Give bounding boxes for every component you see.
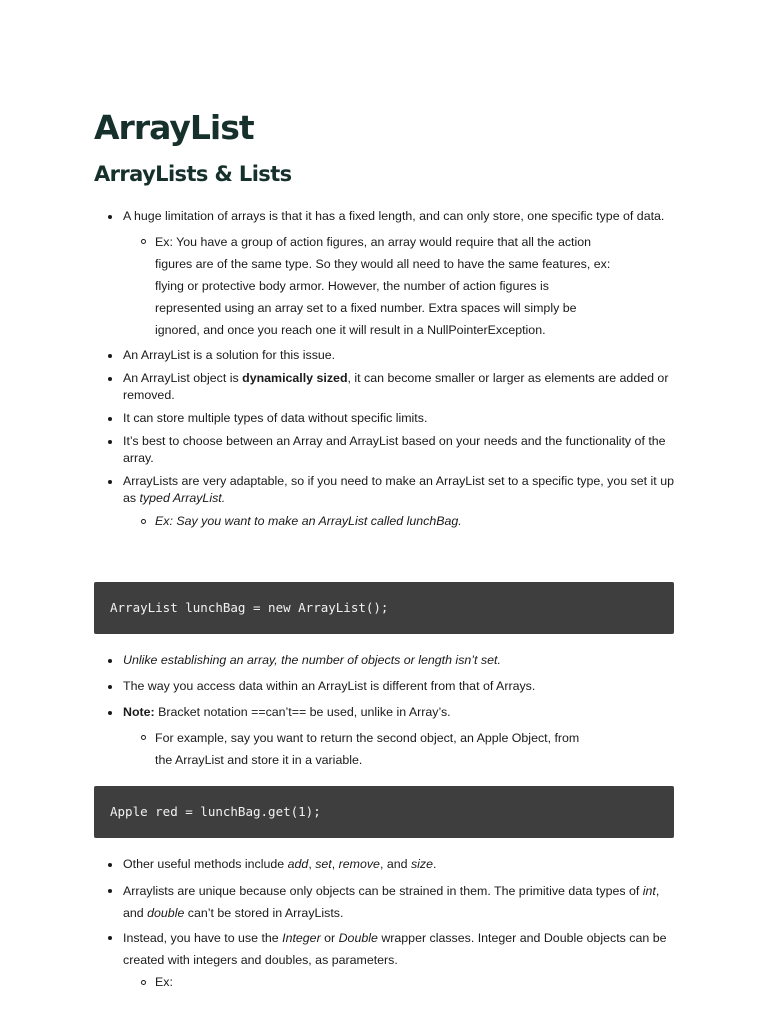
- list-item: The way you access data within an ArrayList is different from that of Arrays.: [94, 678, 674, 695]
- code-block: ArrayList lunchBag = new ArrayList();: [94, 582, 674, 634]
- list-item: ArrayLists are very adaptable, so if you need to make an ArrayList set to a specific type, you set it up as typed ArrayList.: [94, 473, 674, 507]
- list-item: An ArrayList object is dynamically sized, it can become smaller or larger as elements are added or removed.: [94, 370, 674, 404]
- bullet-list-2: [94, 652, 674, 771]
- list-item: Unlike establishing an array, the number of objects or length isn’t set.: [94, 652, 674, 669]
- list-item: Note: Bracket notation ==can’t== be used, unlike in Array’s.: [94, 704, 674, 721]
- section-heading: ArrayLists & Lists: [94, 162, 292, 186]
- list-item-sub: Ex: Say you want to make an ArrayList called lunchBag.: [94, 513, 674, 530]
- bold-text: dynamically sized: [242, 371, 348, 385]
- list-item: Other useful methods include add, set, remove, and size.: [94, 856, 674, 873]
- list-item: Instead, you have to use the Integer or Double wrapper classes. Integer and Double objects can be created with integers and doubles, as parameters.: [94, 927, 674, 971]
- list-item-sub: Ex: You have a group of action figures, an array would require that all the action figures are of the same type. So they would all need to have the same features, ex: flying or protective body armor. However, the number of action figures is represented using an array set to a fixed number. Extra spaces will simply be ignored, and once you reach one it will result in a NullPointerException.: [94, 231, 674, 341]
- list-item: It can store multiple types of data without specific limits.: [94, 410, 674, 427]
- list-item: An ArrayList is a solution for this issue.: [94, 347, 674, 364]
- code-block: Apple red = lunchBag.get(1);: [94, 786, 674, 838]
- italic-text: typed ArrayList.: [139, 491, 226, 505]
- page-title: ArrayList: [94, 108, 254, 147]
- list-item-sub: For example, say you want to return the second object, an Apple Object, from the ArrayList and store it in a variable.: [94, 727, 674, 771]
- list-item-sub: Ex:: [94, 974, 674, 991]
- list-item: Arraylists are unique because only objects can be strained in them. The primitive data types of int, and double can’t be stored in ArrayLists.: [94, 880, 674, 924]
- list-item: It’s best to choose between an Array and ArrayList based on your needs and the functionality of the array.: [94, 433, 674, 467]
- bullet-list-1: [94, 208, 674, 530]
- bullet-list-3: [94, 856, 674, 991]
- bold-text: Note:: [123, 705, 155, 719]
- list-item: A huge limitation of arrays is that it has a fixed length, and can only store, one specific type of data.: [94, 208, 674, 225]
